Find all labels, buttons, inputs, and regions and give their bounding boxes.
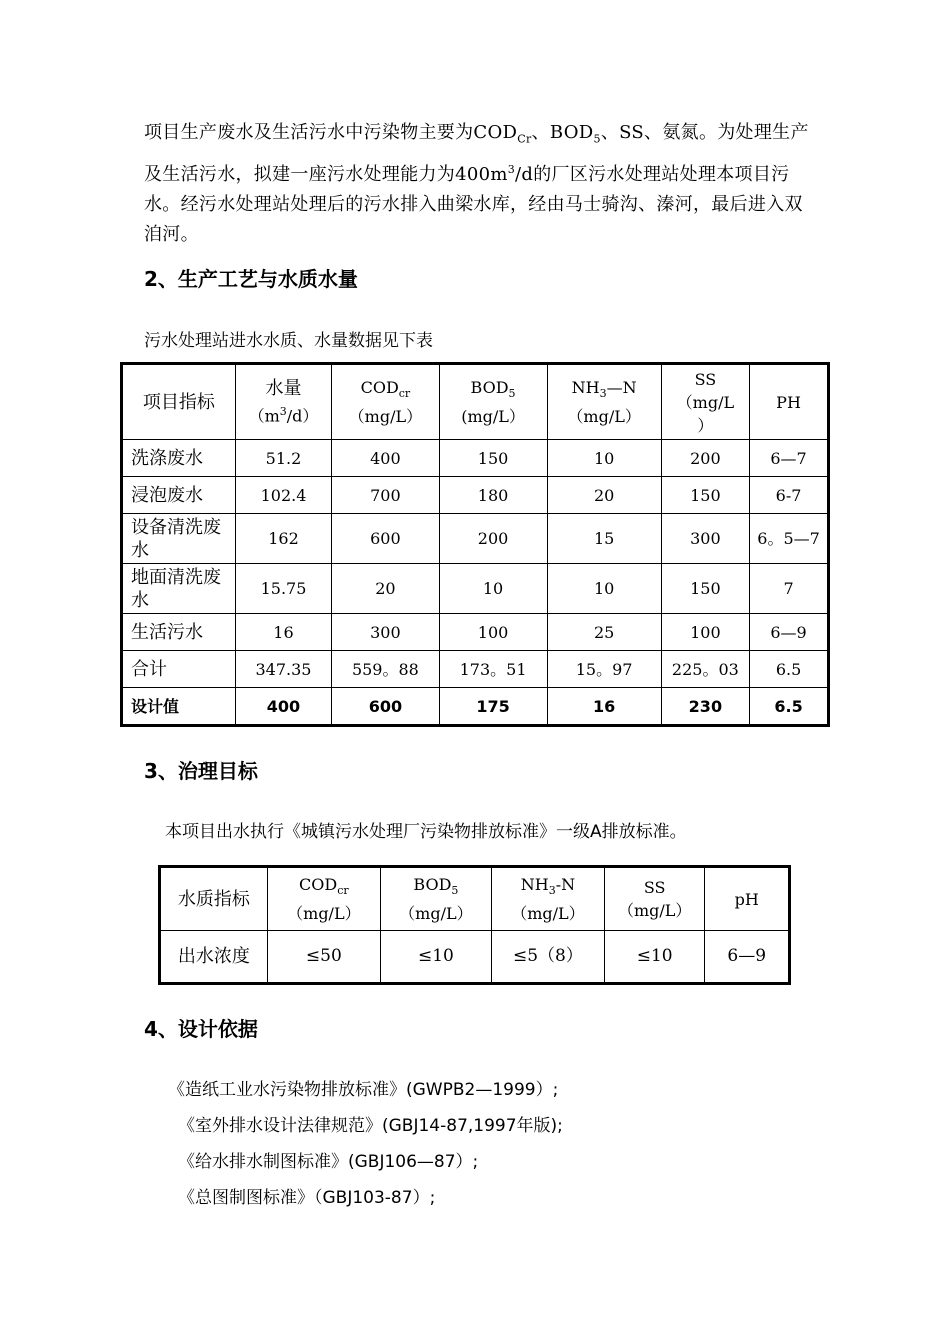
table1-caption: 污水处理站进水水质、水量数据见下表	[144, 331, 433, 351]
table-row	[122, 440, 829, 477]
row-name: 浸泡废水	[122, 477, 236, 514]
list-item: 《给水排水制图标准》(GBJ106—87）;	[178, 1152, 479, 1172]
cell: 600	[332, 688, 439, 726]
cell: 230	[661, 688, 749, 726]
cell: 20	[332, 564, 439, 614]
section-4-title: 4、设计依据	[144, 1017, 258, 1041]
cell: ≤5（8）	[491, 931, 604, 984]
cell: 10	[439, 564, 547, 614]
effluent-target-table	[158, 865, 791, 985]
cell: 15.75	[235, 564, 332, 614]
cell: 173。51	[439, 651, 547, 688]
cell: ≤10	[604, 931, 704, 984]
cell: 225。03	[661, 651, 749, 688]
discharge-standard-text: 本项目出水执行《城镇污水处理厂污染物排放标准》一级A排放标准。	[165, 822, 687, 842]
cell: 15	[547, 514, 661, 564]
intro-text-1: 项目生产废水及生活污水中污染物主要为COD	[144, 122, 518, 143]
cell: 162	[235, 514, 332, 564]
cell: 347.35	[235, 651, 332, 688]
cell: 100	[661, 614, 749, 651]
cell: 51.2	[235, 440, 332, 477]
header-quality: 水质指标	[160, 867, 268, 931]
header-nh3n: $NH_3-N$ （mg/L）	[491, 867, 604, 931]
cell: 559。88	[332, 651, 439, 688]
cell: 400	[235, 688, 332, 726]
cell: 10	[547, 440, 661, 477]
header-ss: SS （mg/L）	[604, 867, 704, 931]
table-row	[122, 477, 829, 514]
intro-text-4: /d的厂区污水处理站处理本项目污水。经污水处理站处理后的污水排入曲梁水库，经由马士骑沟、溱河，最后进入双洎河。	[144, 163, 803, 245]
cell: 150	[439, 440, 547, 477]
row-name: 设备清洗废水	[122, 514, 236, 564]
cell: 100	[439, 614, 547, 651]
cell: 6.5	[750, 651, 829, 688]
header-cod: $COD_{cr}$ （mg/L）	[267, 867, 380, 931]
table-row	[122, 514, 829, 564]
cell: ≤50	[267, 931, 380, 984]
row-name: 出水浓度	[160, 931, 268, 984]
header-ph: PH	[750, 364, 829, 440]
header-bod: $BOD_5$ (mg/L）	[439, 364, 547, 440]
cell: 200	[661, 440, 749, 477]
table2-header-row	[160, 867, 790, 931]
table-row	[122, 651, 829, 688]
cell: 16	[547, 688, 661, 726]
cell: 102.4	[235, 477, 332, 514]
section-2-title: 2、生产工艺与水质水量	[144, 267, 358, 291]
intro-sub-5: 5	[593, 132, 601, 146]
table-row	[122, 564, 829, 614]
intro-text-2: 、BOD	[531, 122, 594, 143]
design-value-row	[122, 688, 829, 726]
cell: 6—9	[705, 931, 790, 984]
header-bod: $BOD_5$ （mg/L）	[380, 867, 491, 931]
cell: 10	[547, 564, 661, 614]
cell: 300	[661, 514, 749, 564]
cell: 7	[750, 564, 829, 614]
cell: 6—7	[750, 440, 829, 477]
cell: 150	[661, 477, 749, 514]
cell: 6-7	[750, 477, 829, 514]
table1-header-row	[122, 364, 829, 440]
header-flow: 水量 $(m^3/d)$	[235, 364, 332, 440]
list-item: 《造纸工业水污染物排放标准》(GWPB2—1999）;	[168, 1080, 559, 1100]
intro-sup-3: 3	[507, 162, 516, 176]
table-row	[122, 614, 829, 651]
table-row	[160, 931, 790, 984]
intro-sub-cr: Cr	[517, 132, 532, 146]
header-ss: SS （mg/L ）	[661, 364, 749, 440]
cell: 300	[332, 614, 439, 651]
intro-text-3: 、SS、氨氮。为处理生产及生活污水，拟建一座污水处理能力为400m	[144, 122, 809, 185]
cell: 180	[439, 477, 547, 514]
cell: 20	[547, 477, 661, 514]
list-item: 《室外排水设计法律规范》(GBJ14-87,1997年版);	[178, 1116, 563, 1136]
cell: 6.5	[750, 688, 829, 726]
row-name: 地面清洗废水	[122, 564, 236, 614]
list-item: 《总图制图标准》（GBJ103-87）;	[178, 1188, 436, 1208]
cell: 175	[439, 688, 547, 726]
cell: 15。97	[547, 651, 661, 688]
cell: 200	[439, 514, 547, 564]
header-nh3n: $NH_3—N$ （mg/L）	[547, 364, 661, 440]
cell: 25	[547, 614, 661, 651]
cell: 16	[235, 614, 332, 651]
row-name: 洗涤废水	[122, 440, 236, 477]
cell: 6—9	[750, 614, 829, 651]
header-ph: pH	[705, 867, 790, 931]
cell: 400	[332, 440, 439, 477]
cell: ≤10	[380, 931, 491, 984]
row-name: 生活污水	[122, 614, 236, 651]
row-name: 设计值	[122, 688, 236, 726]
cell: 700	[332, 477, 439, 514]
header-item: 项目指标	[122, 364, 236, 440]
section-3-title: 3、治理目标	[144, 759, 258, 783]
cell: 600	[332, 514, 439, 564]
influent-quality-table	[120, 362, 830, 727]
intro-paragraph	[144, 118, 812, 250]
cell: 150	[661, 564, 749, 614]
cell: 6。5—7	[750, 514, 829, 564]
header-cod: $COD_{cr}$ （mg/L）	[332, 364, 439, 440]
row-name: 合计	[122, 651, 236, 688]
